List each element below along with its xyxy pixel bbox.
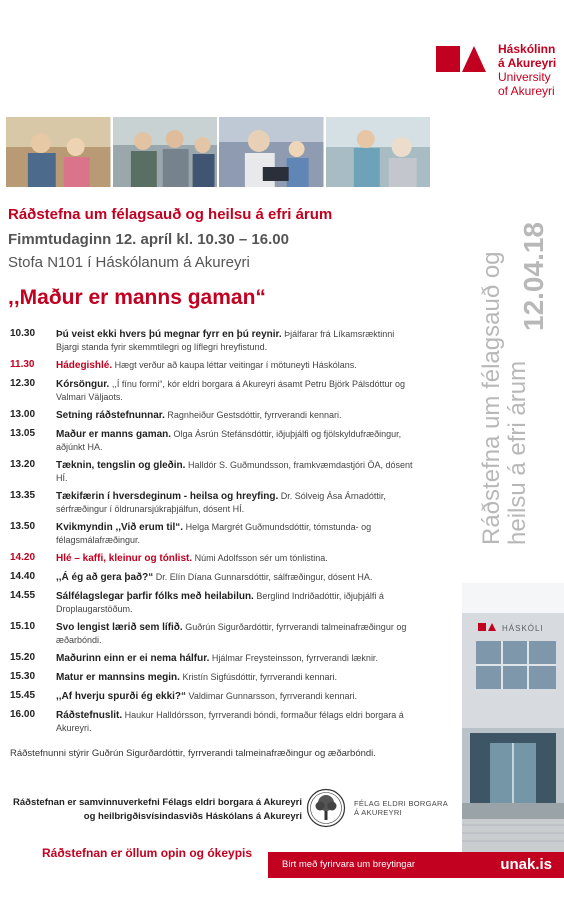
program-row <box>10 590 415 615</box>
feb-line-1: FÉLAG ELDRI BORGARA <box>354 799 449 808</box>
logo-line-3: University <box>498 70 551 84</box>
logo-line-4: of Akureyri <box>498 84 555 98</box>
logo-mark-icon <box>436 46 486 72</box>
conference-title: Ráðstefna um félagsauð og heilsu á efri árum <box>8 206 333 223</box>
program-row <box>10 359 415 372</box>
program-detail: Haukur Halldórsson, fyrrverandi bóndi, formaður félags eldri borgara á Akureyri. <box>56 710 404 733</box>
program-detail: Hjálmar Freysteinsson, fyrrverandi læknir. <box>211 653 378 663</box>
logo-line-2: á Akureyri <box>498 56 557 70</box>
logo-text <box>498 42 556 98</box>
program-heading: Maðurinn einn er ei nema hálfur. <box>56 653 210 664</box>
program-heading: Svo lengist lærið sem lífið. <box>56 622 183 633</box>
logo-line-1: Háskólinn <box>498 42 556 56</box>
feb-name <box>354 799 448 817</box>
program-row <box>10 459 415 484</box>
program-row <box>10 671 415 684</box>
program-heading: Kvikmyndin ,,Við erum til“. <box>56 522 184 533</box>
program-time: 15.45 <box>10 690 36 701</box>
disclaimer-note: Birt með fyrirvara um breytingar <box>282 859 416 870</box>
side-text <box>478 200 548 545</box>
program-detail: Halldór S. Guðmundsson, framkvæmdastjóri ÖA, dósent HÍ. <box>56 460 413 483</box>
program-row <box>10 409 415 422</box>
program-heading: Sálfélagslegar þarfir fólks með heilabilun. <box>56 591 254 602</box>
feb-seal-icon <box>306 788 346 828</box>
program-time: 13.00 <box>10 409 36 420</box>
program-time: 14.40 <box>10 571 36 582</box>
program-heading: Tækifærin í hversdeginum - heilsa og hreyfing. <box>56 491 279 502</box>
program-time: 15.10 <box>10 621 36 632</box>
program-detail: Dr. Sólveig Ása Árnadóttir, sérfræðingur í öldrunarsjúkraþjálfun, dósent HÍ. <box>56 491 386 514</box>
program-detail: Hægt verður að kaupa léttar veitingar í mötuneyti Háskólans. <box>114 360 357 370</box>
building-sign: HÁSKÓLI <box>502 624 544 633</box>
family-photo <box>6 117 111 187</box>
program-time: 15.30 <box>10 671 36 682</box>
program-detail: Númi Adolfsson sér um tónlistina. <box>194 553 328 563</box>
program-time: 13.35 <box>10 490 36 501</box>
program-row <box>10 709 415 734</box>
caregiver-photo <box>326 117 431 187</box>
seniors-photo <box>113 117 218 187</box>
program-detail: Guðrún Sigurðardóttir, fyrrverandi talmeinafræðingur og æðarbóndi. <box>56 622 407 645</box>
program-time: 14.55 <box>10 590 36 601</box>
open-to-all-note: Ráðstefnan er öllum opin og ókeypis <box>42 846 253 860</box>
program-row <box>10 571 415 584</box>
program-row <box>10 521 415 546</box>
program-heading: Setning ráðstefnunnar. <box>56 410 165 421</box>
program-row <box>10 378 415 403</box>
program-detail: Kristín Sigfúsdóttir, fyrrverandi kennari. <box>182 672 338 682</box>
program-list <box>10 328 415 740</box>
program-detail: Dr. Elín Díana Gunnarsdóttir, sálfræðingur, dósent HA. <box>155 572 373 582</box>
university-logo <box>436 42 560 106</box>
program-heading: ,,Af hverju spurði ég ekki?“ <box>56 691 187 702</box>
chair-note: Ráðstefnunni stýrir Guðrún Sigurðardóttir, fyrrverandi talmeinafræðingur og æðarbóndi. <box>10 748 376 759</box>
program-heading: Hlé – kaffi, kleinur og tónlist. <box>56 553 193 564</box>
side-line-2: heilsu á efri árum <box>504 360 531 545</box>
program-heading: Þú veist ekki hvers þú megnar fyrr en þú reynir. <box>56 329 282 340</box>
program-time: 10.30 <box>10 328 36 339</box>
program-heading: Ráðstefnuslit. <box>56 710 123 721</box>
program-time: 11.30 <box>10 359 35 370</box>
program-heading: Kórsöngur. <box>56 379 110 390</box>
program-heading: Tæknin, tengslin og gleðin. <box>56 460 186 471</box>
program-row <box>10 552 415 565</box>
program-detail: Ragnheiður Gestsdóttir, fyrrverandi kennari. <box>167 410 342 420</box>
program-row <box>10 428 415 453</box>
side-banner <box>478 200 548 545</box>
program-heading: Matur er mannsins megin. <box>56 672 180 683</box>
building-photo <box>462 583 564 853</box>
conference-location: Stofa N101 í Háskólanum á Akureyri <box>8 254 250 271</box>
program-row <box>10 490 415 515</box>
program-detail: Olga Ásrún Stefánsdóttir, iðjuþjálfi og fjölskyldufræðingur, aðjúnkt HA. <box>56 429 402 452</box>
conference-date: Fimmtudaginn 12. apríl kl. 10.30 – 16.00 <box>8 231 289 248</box>
program-row <box>10 652 415 665</box>
program-row <box>10 328 415 353</box>
collaboration-line-2: og heilbrigðisvísindasviðs Háskólans á Akureyri <box>83 811 302 822</box>
program-row <box>10 621 415 646</box>
program-time: 13.50 <box>10 521 36 532</box>
grandparents-laptop-photo <box>219 117 324 187</box>
program-detail: Þjálfarar frá Líkamsræktinni Bjargi standa fyrir skemmtilegri og líflegri hreyfistund. <box>56 329 395 352</box>
website-link[interactable]: unak.is <box>500 856 552 873</box>
program-detail: ,,Í fínu formi“, kór eldri borgara á Akureyri ásamt Petru Björk Pálsdóttur og Valmari Väljaots. <box>56 379 405 402</box>
program-detail: Helga Margrét Guðmundsdóttir, tómstunda- og félagsmálafræðingur. <box>56 522 372 545</box>
collaboration-line-1: Ráðstefnan er samvinnuverkefni Félags eldri borgara á Akureyri <box>13 797 302 808</box>
program-heading: Hádegishlé. <box>56 360 113 371</box>
program-time: 16.00 <box>10 709 36 720</box>
collaboration-note <box>12 796 302 824</box>
program-time: 14.20 <box>10 552 36 563</box>
program-row <box>10 690 415 703</box>
program-detail: Valdimar Gunnarsson, fyrrverandi kennari. <box>188 691 357 701</box>
program-time: 15.20 <box>10 652 36 663</box>
side-line-1: Ráðstefna um félagsauð og <box>478 251 505 545</box>
program-heading: Maður er manns gaman. <box>56 429 172 440</box>
feb-line-2: Á AKUREYRI <box>354 808 403 817</box>
program-heading: ,,Á ég að gera það?“ <box>56 572 154 583</box>
program-time: 13.20 <box>10 459 36 470</box>
photo-strip <box>6 117 430 187</box>
program-detail: Berglind Indriðadóttir, iðjuþjálfi á Droplaugarstöðum. <box>56 591 384 614</box>
program-time: 13.05 <box>10 428 36 439</box>
footer-bar <box>268 852 564 878</box>
main-title: ,,Maður er manns gaman“ <box>8 286 266 309</box>
side-date: 12.04.18 <box>518 222 549 331</box>
program-time: 12.30 <box>10 378 36 389</box>
